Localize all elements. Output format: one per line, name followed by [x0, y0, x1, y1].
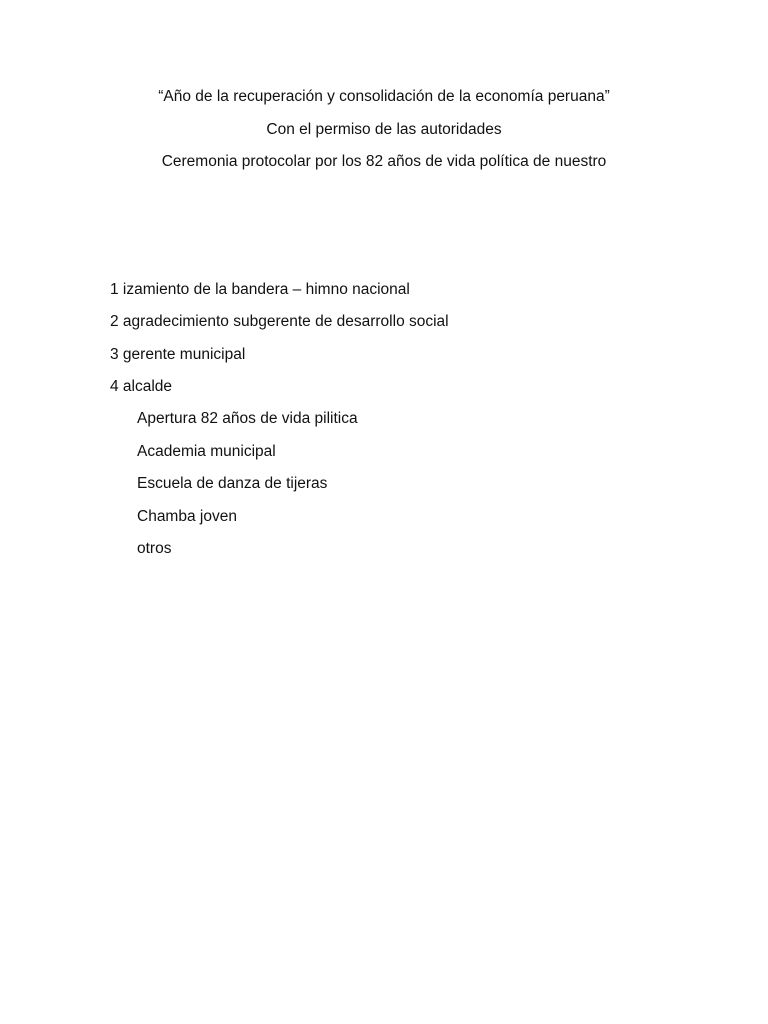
- alcalde-sub-list: [110, 409, 730, 559]
- agenda-list: [110, 280, 730, 572]
- sub-item-chamba: Chamba joven: [137, 507, 237, 525]
- agenda-item-4: 4 alcalde: [110, 377, 173, 395]
- permission-line: Con el permiso de las autoridades: [266, 120, 502, 138]
- ceremony-line: Ceremonia protocolar por los 82 años de vida política de nuestro: [161, 153, 607, 170]
- sub-item-otros: otros: [137, 540, 172, 558]
- agenda-item-3: 3 gerente municipal: [110, 345, 246, 363]
- sub-item-escuela: Escuela de danza de tijeras: [137, 475, 328, 493]
- sub-item-apertura: Apertura 82 años de vida pilitica: [137, 410, 358, 428]
- agenda-item-1: 1 izamiento de la bandera – himno nacional: [110, 281, 410, 298]
- document-header: [0, 87, 768, 185]
- sub-item-academia: Academia municipal: [137, 442, 276, 460]
- year-title: “Año de la recuperación y consolidación de la economía peruana”: [158, 88, 610, 105]
- agenda-item-2: 2 agradecimiento subgerente de desarrollo social: [110, 313, 449, 331]
